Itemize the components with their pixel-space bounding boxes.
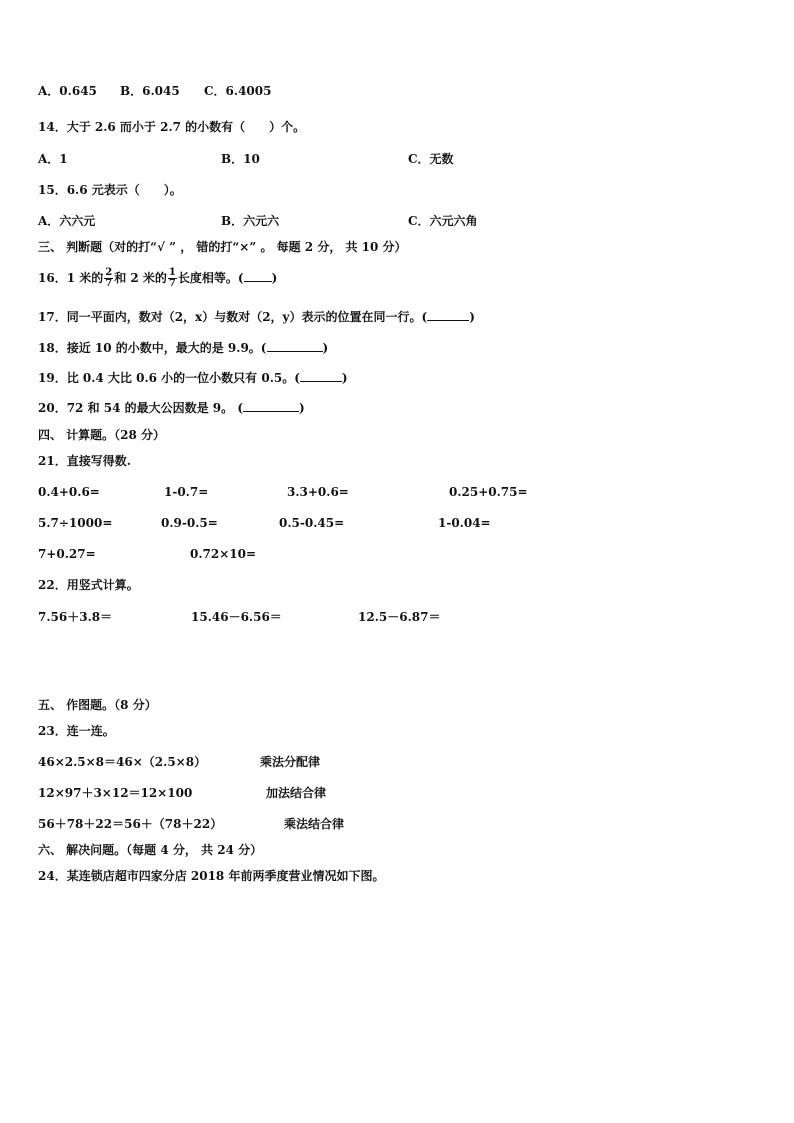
q18-answer-blank[interactable] — [267, 341, 323, 352]
q23-left-item: 56＋78＋22＝56＋（78＋22） — [38, 817, 223, 831]
fraction-numerator: 1 — [168, 266, 176, 278]
q16-mid: 和 2 米的 — [114, 271, 167, 285]
q22-text: 22．用竖式计算。 — [38, 578, 139, 592]
q14-option-c: C．无数 — [408, 152, 454, 166]
q18-line — [38, 341, 328, 354]
q23-right-item: 加法结合律 — [266, 786, 327, 800]
q19-answer-blank[interactable] — [300, 371, 342, 382]
q18-close: ) — [322, 341, 329, 355]
q15-text: 15．6.6 元表示（ ）。 — [38, 183, 182, 197]
q21-item: 0.72×10= — [190, 547, 257, 561]
q18-text: 18．接近 10 的小数中，最大的是 9.9。( — [38, 341, 267, 355]
q17-close: ) — [469, 310, 475, 324]
q19-line — [38, 371, 348, 384]
q23-left-item: 46×2.5×8＝46×（2.5×8） — [38, 755, 207, 769]
section4-title: 四、 计算题。（28 分） — [38, 428, 166, 442]
q23-left-item: 12×97＋3×12＝12×100 — [38, 786, 193, 800]
q21-item: 0.5-0.45= — [279, 516, 345, 530]
q17-text: 17．同一平面内，数对（2，x）与数对（2，y）表示的位置在同一行。( — [38, 310, 428, 324]
fraction-denominator: 7 — [168, 278, 176, 289]
q24-text: 24．某连锁店超市四家分店 2018 年前两季度营业情况如下图。 — [38, 869, 385, 883]
q15-option-c: C．六元六角 — [408, 214, 478, 228]
q17-answer-blank[interactable] — [427, 310, 469, 321]
q15-option-b: B．六元六 — [221, 214, 280, 228]
q21-item: 1-0.7= — [164, 485, 209, 499]
q16-close: ) — [271, 271, 278, 285]
q16-answer-blank[interactable] — [244, 271, 272, 282]
q21-item: 0.9-0.5= — [161, 516, 218, 530]
q20-close: ) — [299, 401, 305, 415]
q22-item: 15.46－6.56＝ — [191, 610, 282, 624]
q23-right-item: 乘法分配律 — [260, 755, 321, 769]
q14-text: 14．大于 2.6 而小于 2.7 的小数有（ ）个。 — [38, 120, 306, 134]
q21-item: 1-0.04= — [438, 516, 491, 530]
q16-fraction-2-7 — [104, 268, 113, 290]
q15-option-a: A．六六元 — [38, 214, 96, 228]
section3-title: 三、 判断题（对的打“√ ” ， 错的打“×” 。 每题 2 分， 共 10 分） — [38, 240, 407, 254]
q19-text: 19．比 0.4 大比 0.6 小的一位小数只有 0.5。( — [38, 371, 300, 385]
q13-option-b: B．6.045 — [120, 84, 180, 98]
q21-item: 0.4+0.6= — [38, 485, 100, 499]
q17-line — [38, 310, 475, 323]
q21-item: 3.3+0.6= — [287, 485, 349, 499]
q16-fraction-1-7 — [168, 268, 177, 290]
q21-item: 5.7÷1000= — [38, 516, 113, 530]
q14-option-a: A．1 — [38, 152, 68, 166]
fraction-numerator: 2 — [105, 266, 113, 278]
q21-item: 0.25+0.75= — [449, 485, 528, 499]
q16-pre: 16．1 米的 — [38, 271, 104, 285]
q22-item: 7.56＋3.8＝ — [38, 610, 113, 624]
section5-title: 五、 作图题。（8 分） — [38, 698, 157, 712]
q21-item: 7+0.27= — [38, 547, 96, 561]
q20-line — [38, 401, 305, 414]
q21-text: 21．直接写得数. — [38, 454, 131, 468]
q23-right-item: 乘法结合律 — [284, 817, 345, 831]
q20-text: 20．72 和 54 的最大公因数是 9。 ( — [38, 401, 244, 415]
q14-option-b: B．10 — [221, 152, 260, 166]
q23-text: 23．连一连。 — [38, 724, 115, 738]
q20-answer-blank[interactable] — [243, 401, 299, 412]
q16-post: 长度相等。( — [177, 271, 244, 285]
q16-line — [38, 263, 277, 293]
fraction-denominator: 7 — [105, 278, 113, 289]
q13-option-c: C．6.4005 — [204, 84, 272, 98]
q13-option-a: A．0.645 — [38, 84, 97, 98]
q22-item: 12.5－6.87＝ — [358, 610, 441, 624]
q19-close: ) — [341, 371, 348, 385]
section6-title: 六、 解决问题。（每题 4 分， 共 24 分） — [38, 843, 263, 857]
